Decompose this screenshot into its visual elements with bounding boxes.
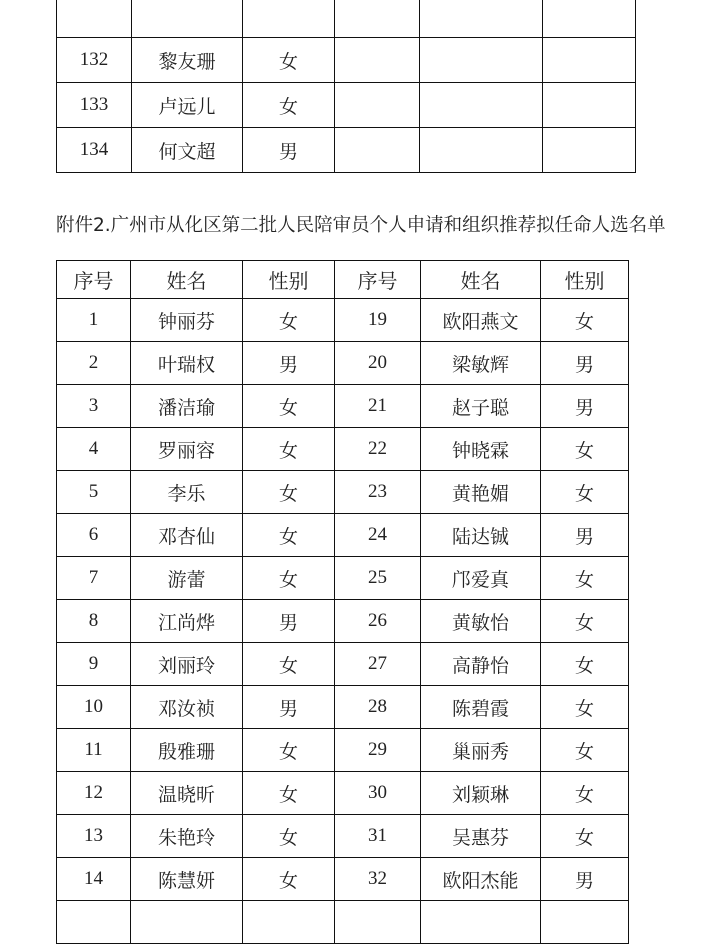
serial-cell: 28 [335,686,421,729]
gender-cell: 女 [243,557,335,600]
table-row [57,729,629,772]
table-row [57,557,629,600]
table-row [57,686,629,729]
name-cell: 黎友珊 [132,38,243,83]
serial-cell: 134 [57,128,132,173]
gender-cell: 女 [541,729,629,772]
gender-cell: 男 [541,858,629,901]
name-cell: 卢远儿 [132,83,243,128]
name-cell: 吴惠芬 [421,815,541,858]
name-cell: 欧阳燕文 [421,299,541,342]
gender-cell: 女 [243,471,335,514]
table-row [57,299,629,342]
name-cell: 陈碧霞 [421,686,541,729]
table-row [57,38,636,83]
table-header-row [57,261,629,299]
serial-cell [57,0,132,38]
empty-cell [335,0,420,38]
name-cell: 罗丽容 [131,428,243,471]
serial-cell: 25 [335,557,421,600]
gender-cell: 女 [541,600,629,643]
serial-cell: 6 [57,514,131,557]
empty-cell [543,83,636,128]
serial-cell: 10 [57,686,131,729]
name-cell [132,0,243,38]
empty-cell [420,0,543,38]
table-row [57,342,629,385]
gender-cell: 女 [243,38,335,83]
gender-cell: 男 [243,686,335,729]
header-serial-right: 序号 [335,261,421,299]
serial-cell: 7 [57,557,131,600]
header-serial-left: 序号 [57,261,131,299]
name-cell: 巢丽秀 [421,729,541,772]
header-name-left: 姓名 [131,261,243,299]
gender-cell: 女 [243,729,335,772]
gender-cell: 女 [541,815,629,858]
table-row [57,643,629,686]
empty-cell [420,83,543,128]
name-cell: 朱艳玲 [131,815,243,858]
name-cell: 赵子聪 [421,385,541,428]
empty-cell [335,128,420,173]
name-cell: 黄敏怡 [421,600,541,643]
empty-cell [543,0,636,38]
name-cell: 刘丽玲 [131,643,243,686]
gender-cell: 男 [243,600,335,643]
table-row [57,471,629,514]
header-name-right: 姓名 [421,261,541,299]
serial-cell: 9 [57,643,131,686]
gender-cell: 男 [243,342,335,385]
table-row [57,514,629,557]
previous-page-table [56,0,636,173]
name-cell: 邝爱真 [421,557,541,600]
serial-cell: 29 [335,729,421,772]
empty-cell [543,38,636,83]
serial-cell: 24 [335,514,421,557]
name-cell: 欧阳杰能 [421,858,541,901]
gender-cell: 女 [541,686,629,729]
serial-cell: 22 [335,428,421,471]
gender-cell: 女 [541,643,629,686]
serial-cell: 19 [335,299,421,342]
serial-cell: 2 [57,342,131,385]
table-row [57,901,629,944]
empty-cell [543,128,636,173]
header-gender-right: 性别 [541,261,629,299]
name-cell: 陆达铖 [421,514,541,557]
juror-list-table [56,260,629,944]
table-row [57,428,629,471]
serial-cell: 13 [57,815,131,858]
table-row [57,0,636,38]
gender-cell: 男 [541,342,629,385]
table-row [57,815,629,858]
name-cell [131,901,243,944]
serial-cell: 133 [57,83,132,128]
empty-cell [335,83,420,128]
gender-cell: 女 [243,299,335,342]
name-cell [421,901,541,944]
gender-cell: 女 [541,772,629,815]
appendix-heading: 附件2.广州市从化区第二批人民陪审员个人申请和组织推荐拟任命人选名单 [56,215,666,236]
gender-cell: 女 [243,385,335,428]
table-row [57,385,629,428]
gender-cell: 女 [243,858,335,901]
serial-cell: 21 [335,385,421,428]
empty-cell [420,38,543,83]
serial-cell: 32 [335,858,421,901]
table-row [57,772,629,815]
serial-cell [57,901,131,944]
name-cell: 陈慧妍 [131,858,243,901]
gender-cell [243,0,335,38]
gender-cell: 女 [243,815,335,858]
juror-table-body [57,299,629,944]
name-cell: 叶瑞权 [131,342,243,385]
name-cell: 潘洁瑜 [131,385,243,428]
gender-cell: 女 [243,772,335,815]
serial-cell [335,901,421,944]
serial-cell: 11 [57,729,131,772]
name-cell: 高静怡 [421,643,541,686]
gender-cell: 女 [243,83,335,128]
previous-table-body [57,0,636,173]
gender-cell: 女 [541,299,629,342]
table-row [57,128,636,173]
table-row [57,858,629,901]
name-cell: 钟丽芬 [131,299,243,342]
serial-cell: 14 [57,858,131,901]
serial-cell: 27 [335,643,421,686]
name-cell: 殷雅珊 [131,729,243,772]
name-cell: 李乐 [131,471,243,514]
serial-cell: 20 [335,342,421,385]
serial-cell: 12 [57,772,131,815]
name-cell: 游蕾 [131,557,243,600]
name-cell: 钟晓霖 [421,428,541,471]
serial-cell: 8 [57,600,131,643]
empty-cell [335,38,420,83]
serial-cell: 26 [335,600,421,643]
gender-cell: 男 [541,514,629,557]
empty-cell [420,128,543,173]
header-gender-left: 性别 [243,261,335,299]
gender-cell [541,901,629,944]
gender-cell: 女 [541,557,629,600]
serial-cell: 1 [57,299,131,342]
serial-cell: 3 [57,385,131,428]
serial-cell: 5 [57,471,131,514]
name-cell: 黄艳媚 [421,471,541,514]
serial-cell: 4 [57,428,131,471]
table-row [57,600,629,643]
serial-cell: 23 [335,471,421,514]
name-cell: 刘颖琳 [421,772,541,815]
serial-cell: 31 [335,815,421,858]
name-cell: 梁敏辉 [421,342,541,385]
gender-cell: 女 [243,514,335,557]
name-cell: 何文超 [132,128,243,173]
name-cell: 邓汝祯 [131,686,243,729]
gender-cell: 女 [541,471,629,514]
serial-cell: 30 [335,772,421,815]
gender-cell: 女 [243,428,335,471]
serial-cell: 132 [57,38,132,83]
gender-cell: 女 [541,428,629,471]
table-row [57,83,636,128]
gender-cell: 女 [243,643,335,686]
gender-cell [243,901,335,944]
name-cell: 江尚烨 [131,600,243,643]
name-cell: 邓杏仙 [131,514,243,557]
name-cell: 温晓昕 [131,772,243,815]
gender-cell: 男 [541,385,629,428]
gender-cell: 男 [243,128,335,173]
